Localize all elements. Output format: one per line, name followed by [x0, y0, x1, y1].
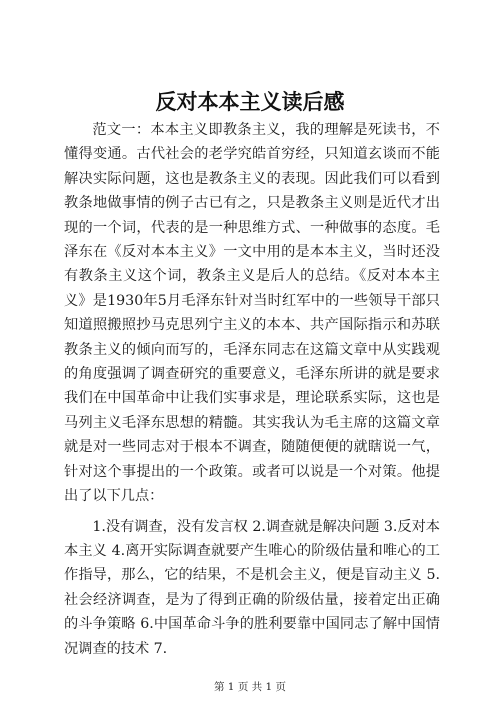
- page-footer: 第 1 页 共 1 页: [213, 681, 287, 693]
- paragraph-intro: 范文一：本本主义即教条主义，我的理解是死读书，不懂得变通。古代社会的老学究皓首穷经，只知道玄谈而不能解决实际问题，这也是教条主义的表现。因此我们可以看到教条地做事情的例子古已有之，只是教条主义则是近代才出现的一个词，代表的是一种思维方式、一种做事的态度。毛泽东在《反对本本主义》一文中用的是本本主义，当时还没有教条主义这个词，教条主义是后人的总结。《反对本本主义》是1930年5月毛泽东针对当时红军中的一些领导干部只知道照搬照抄马克思列宁主义的本本、共产国际指示和苏联教条主义的倾向而写的，毛泽东同志在这篇文章中从实践观的角度强调了调查研究的重要意义，毛泽东所讲的就是要求我们在中国革命中让我们实事求是，理论联系实际，这也是马列主义毛泽东思想的精髓。其实我认为毛主席的这篇文章就是对一些同志对于根本不调查，随随便便的就瞎说一气，针对这个事提出的一个政策。或者可以说是一个对策。他提出了以下几点：: [64, 122, 440, 505]
- paragraph-points: 1.没有调查，没有发言权 2.调查就是解决问题 3.反对本本主义 4.离开实际调查就要产生唯心的阶级估量和唯心的工作指导，那么，它的结果，不是机会主义，便是盲动主义 5.社会经济调查，是为了得到正确的阶级估量，接着定出正确的斗争策略 6.中国革命斗争的胜利要靠中国同志了解中国情况调查的技术 7.: [64, 518, 440, 657]
- document-title: 反对本本主义读后感: [155, 89, 345, 114]
- document-body: [64, 118, 440, 661]
